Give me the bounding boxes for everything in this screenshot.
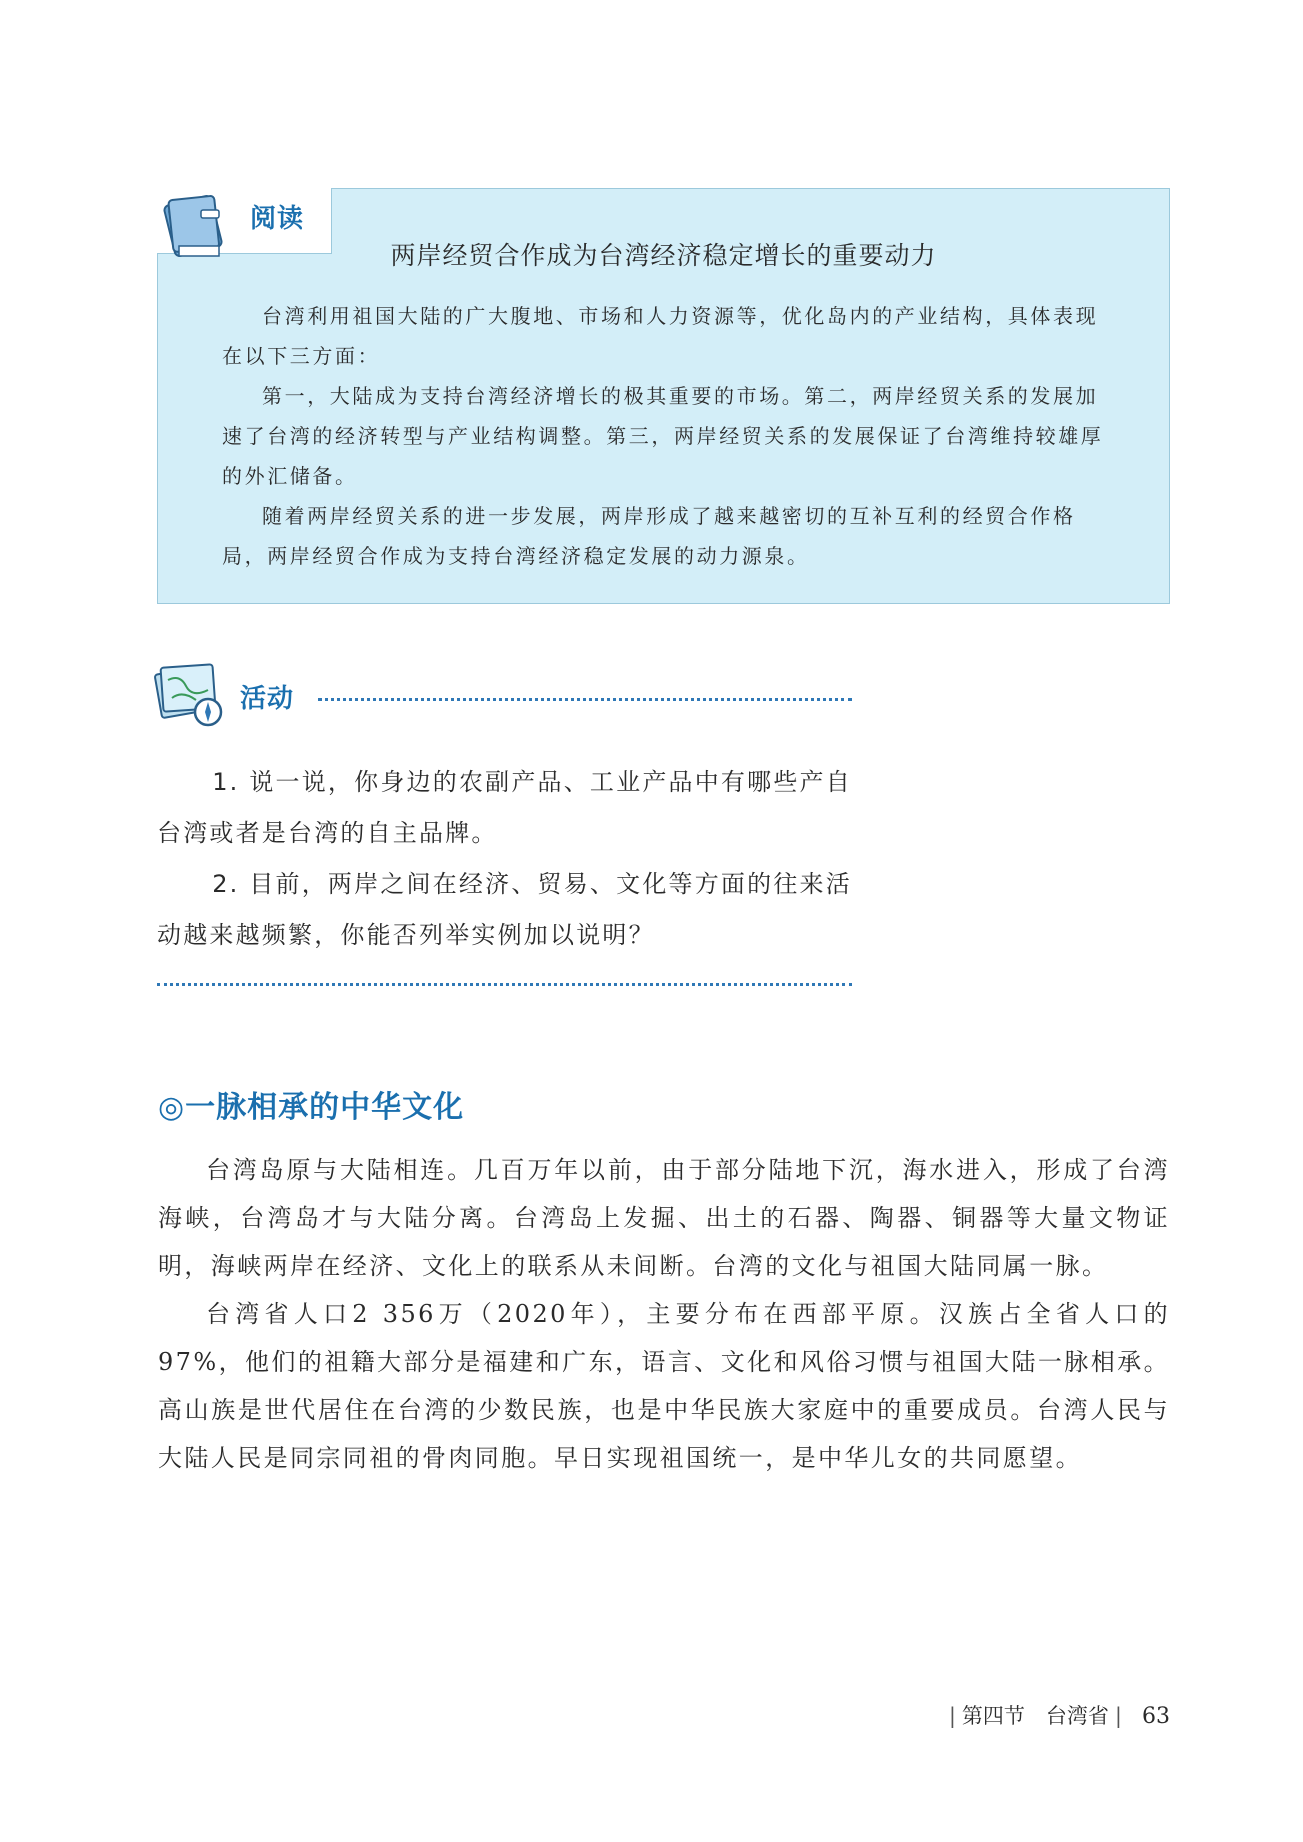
section-heading: ◎一脉相承的中华文化 bbox=[158, 1090, 465, 1125]
activity-item: 1. 说一说，你身边的农副产品、工业产品中有哪些产自台湾或者是台湾的自主品牌。 bbox=[157, 768, 852, 847]
activity-body bbox=[157, 757, 857, 961]
footer-separator: | bbox=[1114, 1704, 1122, 1728]
activity-item: 2. 目前，两岸之间在经济、贸易、文化等方面的往来活动越来越频繁，你能否列举实例加以说明？ bbox=[157, 870, 852, 949]
section-body bbox=[158, 1146, 1170, 1482]
reading-body bbox=[222, 296, 1106, 576]
section-paragraph: 台湾省人口2 356万（2020年），主要分布在西部平原。汉族占全省人口的97%，他们的祖籍大部分是福建和广东，语言、文化和风俗习惯与祖国大陆一脉相承。高山族是世代居住在台湾的少数民族，也是中华民族大家庭中的重要成员。台湾人民与大陆人民是同宗同祖的骨肉同胞。早日实现祖国统一，是中华儿女的共同愿望。 bbox=[158, 1300, 1170, 1472]
page-number: 63 bbox=[1142, 1704, 1170, 1729]
footer-separator: | bbox=[948, 1704, 956, 1728]
footer-chapter: 第四节 台湾省 bbox=[961, 1704, 1109, 1728]
reading-paragraph: 第一，大陆成为支持台湾经济增长的极其重要的市场。第二，两岸经贸关系的发展加速了台湾的经济转型与产业结构调整。第三，两岸经贸关系的发展保证了台湾维持较雄厚的外汇储备。 bbox=[222, 384, 1104, 488]
reading-paragraph: 台湾利用祖国大陆的广大腹地、市场和人力资源等，优化岛内的产业结构，具体表现在以下三方面： bbox=[222, 304, 1099, 368]
reading-paragraph: 随着两岸经贸关系的进一步发展，两岸形成了越来越密切的互补互利的经贸合作格局，两岸经贸合作成为支持台湾经济稳定发展的动力源泉。 bbox=[222, 504, 1076, 568]
page-footer bbox=[943, 1700, 1170, 1730]
divider-top bbox=[318, 698, 852, 701]
reading-title: 两岸经贸合作成为台湾经济稳定增长的重要动力 bbox=[390, 241, 937, 270]
activity-label: 活动 bbox=[240, 684, 295, 714]
reading-label: 阅读 bbox=[250, 204, 305, 234]
map-compass-icon bbox=[152, 660, 228, 730]
divider-bottom bbox=[157, 983, 852, 986]
section-paragraph: 台湾岛原与大陆相连。几百万年以前，由于部分陆地下沉，海水进入，形成了台湾海峡，台湾岛才与大陆分离。台湾岛上发掘、出土的石器、陶器、铜器等大量文物证明，海峡两岸在经济、文化上的联系从未间断。台湾的文化与祖国大陆同属一脉。 bbox=[158, 1156, 1170, 1280]
